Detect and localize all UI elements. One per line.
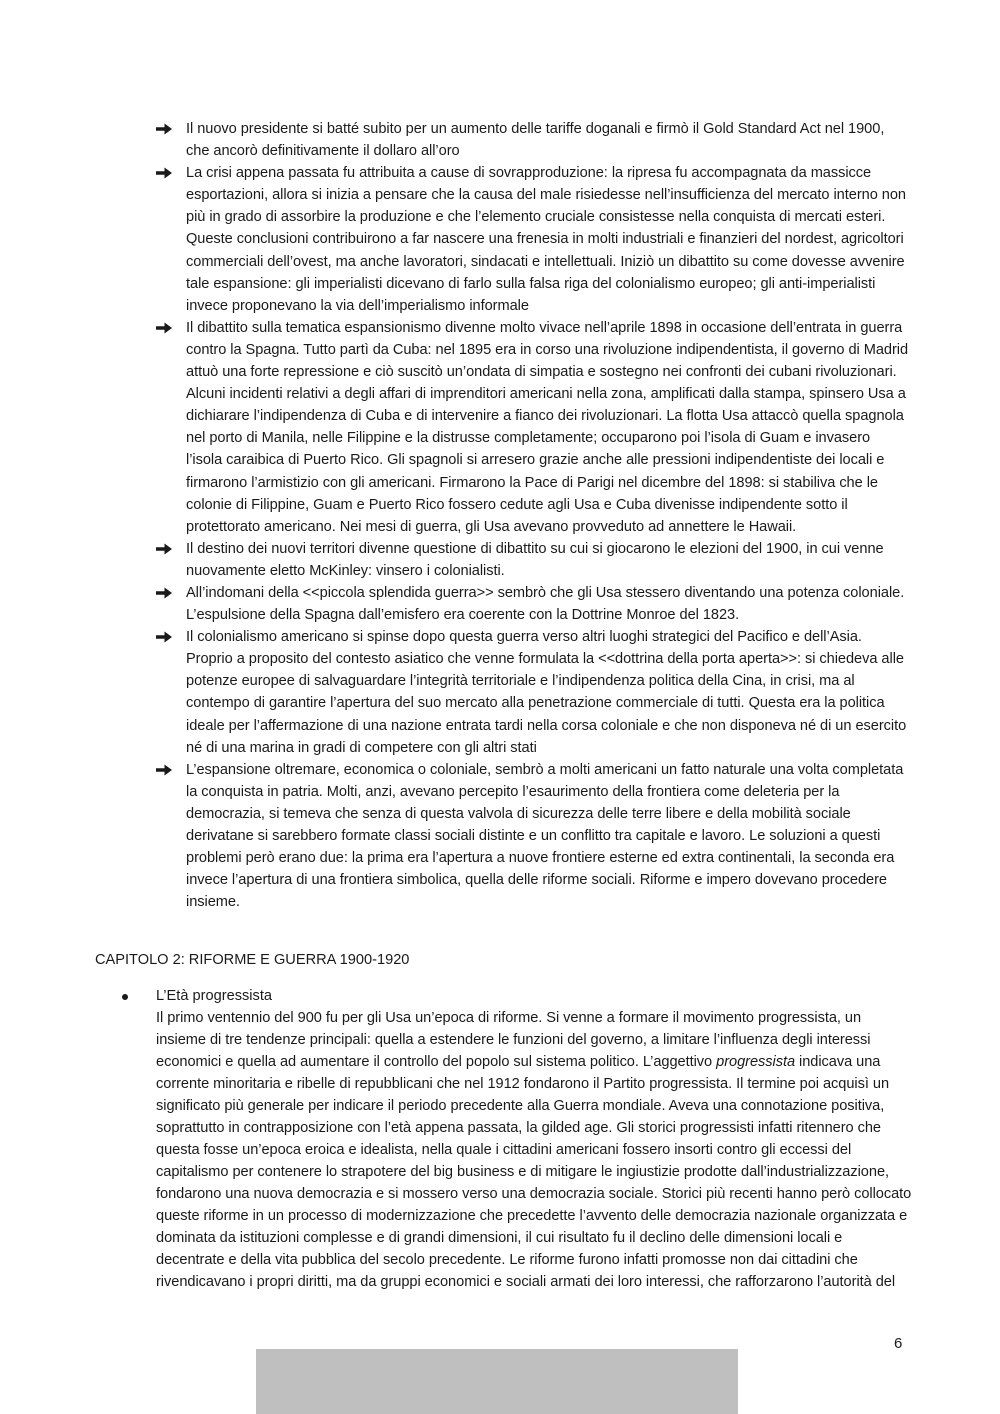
section-body-text-end: indicava una corrente minoritaria e ribelle di repubblicani che nel 1912 fondarono il Partito progressista. Il termine poi acquisì un significato più generale per indicare il periodo precedente alla Guerra mondiale. Aveva una connotazione positiva, soprattutto in contrapposizione con l’età appena passata, la gilded age. Gli storici progressisti infatti ritennero che questa fosse un’epoca eroica e idealista, nella quale i cittadini americani fossero insorti contro gli eccessi del capitalismo per contenere lo strapotere del big business e di mitigare le ingiustizie prodotte dall’industrializzazione, fondarono una nuova democrazia e si mossero verso una democrazia sociale. Storici più recenti hanno però collocato queste riforme in un processo di modernizzazione che precedette l’avvento delle democrazia nazionale organizzata e dominata da istituzioni complesse e di grandi dimensioni, il cui risultato fu il declino delle dimensioni locali e decentrate e della vita pubblica del secolo precedente. Le riforme furono infatti promosse non dai cittadini che rivendicavano i propri diritti, ma da gruppi economici e sociali armati dei loro interessi, che rafforzarono l’autorità del — [156, 1054, 912, 1290]
list-item-text: Il colonialismo americano si spinse dopo questa guerra verso altri luoghi strategici del Pacifico e dell’Asia. Proprio a proposito del contesto asiatico che venne formulata la <<dottrina della porta aperta>>: si chiedeva alle potenze europee di salvaguardare l’integrità territoriale e l’indipendenza politica della Cina, in crisi, ma al contempo di garantire l’apertura del suo mercato alla penetrazione commerciale di tutti. Questa era la politica ideale per l’affermazione di una nazione entrata tardi nella corsa coloniale e che non disponeva né di un esercito né di una marina in gradi di competere con gli altri stati — [186, 629, 907, 756]
section-body-italic-term: progressista — [716, 1054, 796, 1070]
section-eta-progressista — [122, 985, 912, 1293]
round-bullet-icon — [122, 994, 128, 1000]
page-number: 6 — [894, 1335, 903, 1352]
list-item-text: Il dibattito sulla tematica espansionismo divenne molto vivace nell’aprile 1898 in occasione dell’entrata in guerra contro la Spagna. Tutto partì da Cuba: nel 1895 era in corso una rivoluzione indipendentista, il governo di Madrid attuò una forte repressione e ciò suscitò un’ondata di simpatia e sostegno nei confronti dei cubani rivoluzionari. Alcuni incidenti relativi a degli affari di imprenditori americani nella zona, amplificati dalla stampa, spinsero Usa a dichiarare l’indipendenza di Cuba e di intervenire a fianco dei rivoluzionari. La flotta Usa attaccò quella spagnola nel porto di Manila, nelle Filippine e la distrusse completamente; occuparono poi l’isola di Guam e invasero l’isola caraibica di Puerto Rico. Gli spagnoli si arresero grazie anche alle pressioni indipendentiste dei locali e firmarono l’armistizio con gli americani. Firmarono la Pace di Parigi nel dicembre del 1898: si stabiliva che le colonie di Filippine, Guam e Puerto Rico fossero cedute agli Usa e Cuba divenisse indipendente sotto il protettorato americano. Nei mesi di guerra, gli Usa avevano provveduto ad annettere le Hawaii. — [186, 319, 909, 535]
list-item-text: Il nuovo presidente si batté subito per un aumento delle tariffe doganali e firmò il Gold Standard Act nel 1900, che ancorò definitivamente il dollaro all’oro — [186, 121, 885, 160]
right-arrow-icon — [155, 321, 173, 335]
list-item — [155, 538, 910, 582]
footer-gray-bar — [256, 1349, 738, 1414]
list-item-text: Il destino dei nuovi territori divenne questione di dibattito su cui si giocarono le elezioni del 1900, in cui venne nuovamente eletto McKinley: vinsero i colonialisti. — [186, 540, 884, 579]
list-item — [155, 162, 910, 317]
right-arrow-icon — [155, 763, 173, 777]
list-item-text: All’indomani della <<piccola splendida guerra>> sembrò che gli Usa stessero diventando una potenza coloniale. L’espulsione della Spagna dall’emisfero era coerente con la Dottrine Monroe del 1823. — [186, 584, 905, 624]
list-item-text: La crisi appena passata fu attribuita a cause di sovrapproduzione: la ripresa fu accompagnata da massicce esportazioni, allora si inizia a pensare che la causa del male risiedesse nell’insufficienza del mercato interno non più in grado di assorbire la produzione e che l’elemento cruciale consistesse nella conquista di mercati esteri. Queste conclusioni contribuirono a far nascere una frenesia in molti industriali e finanzieri del nordest, agricoltori commerciali dell’ovest, ma anche lavoratori, sindacati e intellettuali. Iniziò un dibattito su come dovesse avvenire tale espansione: gli imperialisti dicevano di farlo sulla falsa riga del colonialismo europeo; gli anti-imperialisti invece proponevano la via dell’imperialismo informale — [186, 165, 906, 314]
right-arrow-icon — [155, 542, 173, 556]
section-body — [156, 1007, 912, 1293]
list-item-text: L’espansione oltremare, economica o coloniale, sembrò a molti americani un fatto naturale una volta completata la conquista in patria. Molti, anzi, avevano percepito l’esaurimento della frontiera come deleteria per la democrazia, si temeva che senza di questa valvola di sicurezza delle terre libere e della mobilità sociale derivatane si sarebbero formate classi sociali distinte e un conflitto tra capitale e lavoro. Le soluzioni a questi problemi però erano due: la prima era l’apertura a nuove frontiere esterne ed extra continentali, la seconda era invece l’apertura di una frontiera simbolica, quella delle riforme sociali. Riforme e impero dovevano procedere insieme. — [186, 761, 904, 911]
right-arrow-icon — [155, 630, 173, 644]
list-item — [155, 582, 910, 626]
right-arrow-icon — [155, 122, 173, 136]
chapter-heading: CAPITOLO 2: RIFORME E GUERRA 1900-1920 — [95, 952, 410, 968]
arrow-bullet-list — [155, 118, 910, 913]
section-body-text-start: Il primo ventennio del 900 fu per gli Usa un’epoca di riforme. Si venne a formare il movimento progressista, un insieme di tre tendenze principali: quella a estendere le funzioni del governo, a limitare l’influenza degli interessi economici e quella ad aumentare il controllo del popolo sul sistema politico. L’aggettivo — [156, 1010, 871, 1070]
list-item — [155, 759, 910, 914]
list-item — [155, 317, 910, 538]
section-title: L’Età progressista — [156, 988, 273, 1004]
list-item — [155, 118, 910, 162]
right-arrow-icon — [155, 586, 173, 600]
right-arrow-icon — [155, 166, 173, 180]
list-item — [155, 626, 910, 759]
